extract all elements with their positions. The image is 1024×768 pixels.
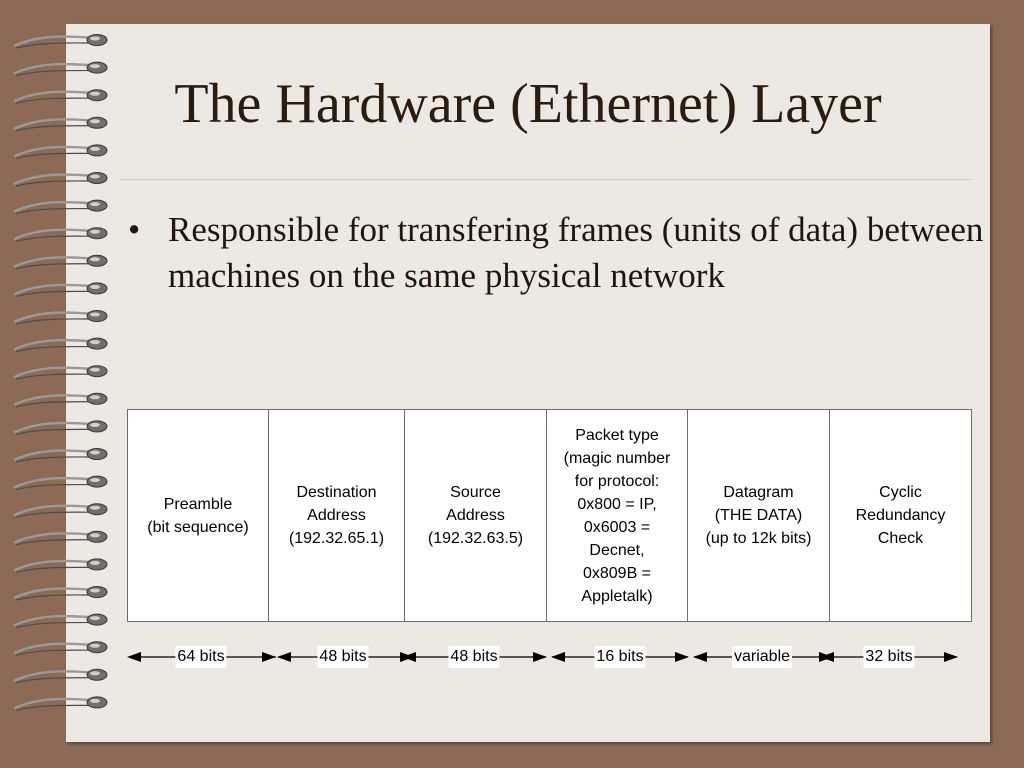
arrowhead-left	[693, 652, 707, 662]
arrowhead-left	[127, 652, 141, 662]
frame-field-source-address: Source Address (192.32.63.5)	[405, 410, 547, 622]
frame-field-datagram: Datagram (THE DATA) (up to 12k bits)	[688, 410, 830, 622]
arrowhead-right	[533, 652, 547, 662]
bullet-marker: •	[128, 210, 141, 249]
arrowhead-right	[675, 652, 689, 662]
size-label-source: 48 bits	[448, 646, 499, 668]
frame-field-crc: Cyclic Redundancy Check	[830, 410, 972, 622]
frame-field-packet-type: Packet type (magic number for protocol: 0x800 = IP, 0x6003 = Decnet, 0x809B = Appletalk)	[547, 410, 688, 622]
frame-field-destination-address: Destination Address (192.32.65.1)	[269, 410, 405, 622]
size-label-datagram: variable	[732, 646, 792, 668]
size-label-crc: 32 bits	[863, 646, 914, 668]
size-label-packet-type: 16 bits	[594, 646, 645, 668]
size-label-preamble: 64 bits	[175, 646, 226, 668]
frame-field-preamble: Preamble (bit sequence)	[128, 410, 269, 622]
arrowhead-left	[277, 652, 291, 662]
arrowhead-right	[944, 652, 958, 662]
slide-title: The Hardware (Ethernet) Layer	[174, 73, 882, 135]
arrowhead-right	[262, 652, 276, 662]
bullet-text: Responsible for transfering frames (units of data) between machines on the same physical network	[168, 210, 984, 295]
arrowhead-left	[551, 652, 565, 662]
size-label-destination: 48 bits	[317, 646, 368, 668]
